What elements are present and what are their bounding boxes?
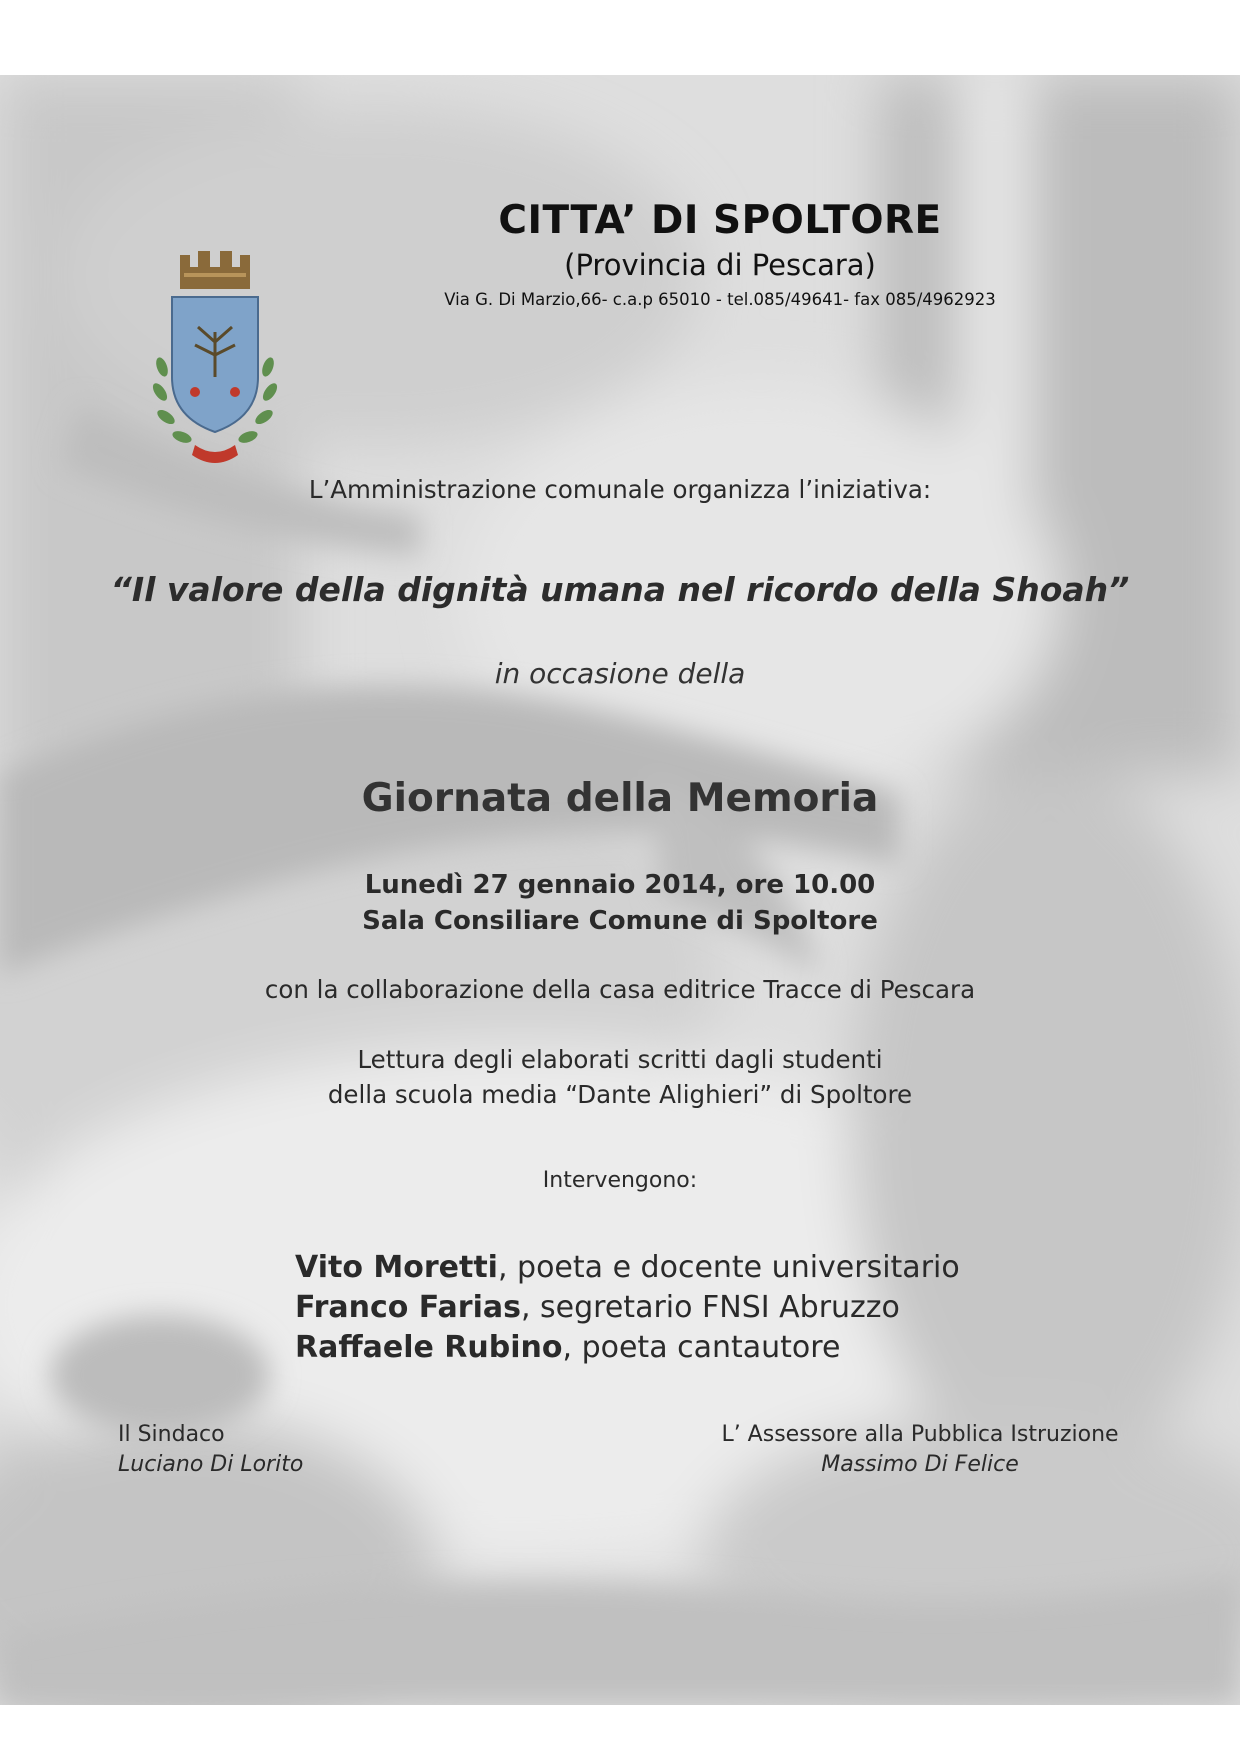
event-venue: Sala Consiliare Comune di Spoltore — [362, 906, 878, 936]
collaboration-text: con la collaborazione della casa editrice Tracce di Pescara — [264, 975, 976, 1004]
councillor-role: L’ Assessore alla Pubblica Istruzione — [721, 1422, 1119, 1447]
city-title: CITTA’ DI SPOLTORE — [498, 198, 942, 243]
ribbon-icon — [192, 445, 238, 463]
event-date: Lunedì 27 gennaio 2014, ore 10.00 — [364, 870, 876, 900]
speaker-item — [295, 1290, 900, 1325]
speaker-item — [295, 1250, 960, 1285]
municipal-coat-of-arms-icon — [150, 227, 280, 477]
speaker-role: , segretario FNSI Abruzzo — [520, 1290, 900, 1325]
mayor-role: Il Sindaco — [118, 1422, 225, 1447]
speaker-role: , poeta cantautore — [562, 1330, 841, 1365]
crown-icon — [180, 251, 250, 289]
councillor-name: Massimo Di Felice — [821, 1452, 1019, 1477]
intro-text: L’Amministrazione comunale organizza l’iniziativa: — [308, 475, 932, 504]
reading-text-line-1: Lettura degli elaborati scritti dagli studenti — [357, 1045, 883, 1074]
speaker-name: Franco Farias — [295, 1290, 521, 1325]
day-title: Giornata della Memoria — [361, 776, 879, 821]
event-title: “Il valore della dignità umana nel ricordo della Shoah” — [110, 570, 1130, 609]
speaker-name: Raffaele Rubino — [295, 1330, 563, 1365]
occasion-text: in occasione della — [494, 657, 746, 690]
speakers-label: Intervengono: — [542, 1168, 698, 1193]
speaker-name: Vito Moretti — [295, 1250, 498, 1285]
speaker-item — [295, 1330, 840, 1365]
address-line: Via G. Di Marzio,66- c.a.p 65010 - tel.085/49641- fax 085/4962923 — [444, 290, 996, 309]
province-subtitle: (Provincia di Pescara) — [564, 248, 876, 282]
reading-text-line-2: della scuola media “Dante Alighieri” di Spoltore — [327, 1080, 913, 1109]
speaker-role: , poeta e docente universitario — [497, 1250, 960, 1285]
mayor-name: Luciano Di Lorito — [118, 1452, 304, 1477]
